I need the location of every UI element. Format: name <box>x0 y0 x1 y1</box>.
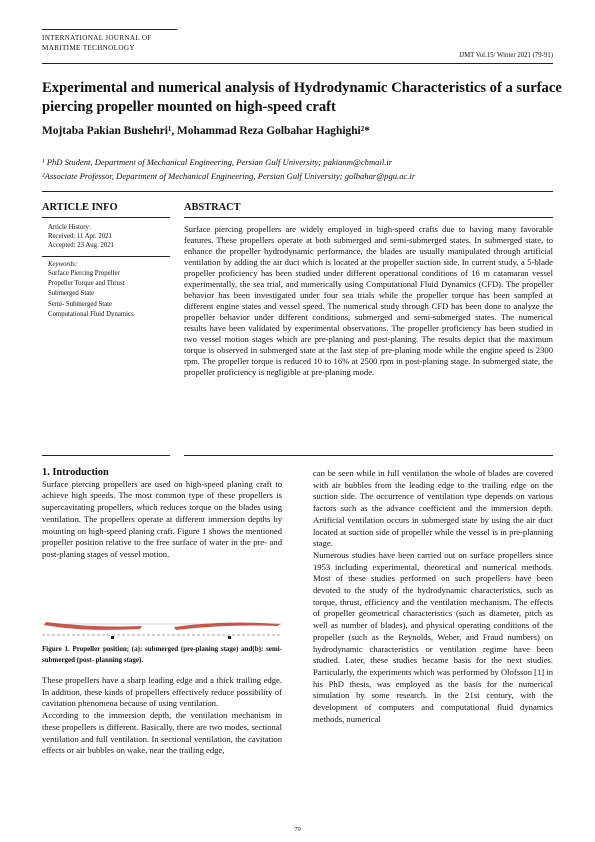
received-date: Received: 11 Apr. 2021 <box>48 233 112 240</box>
keyword-item: Propeller Torque and Thrust <box>48 280 125 287</box>
keyword-item: Submerged State <box>48 290 95 297</box>
paragraph: According to the immersion depth, the ventilation mechanism in these propellers is different. Basically, there are two modes, sectional ventilation and full ventilation. In sectional ventilation, the cavitation effects or air bubbles on wake, near the trailing edge, <box>42 710 282 756</box>
header-top-rule <box>42 29 177 30</box>
article-info-bottom-rule <box>42 455 170 456</box>
article-info-rule <box>42 217 170 218</box>
abstract-rule <box>184 217 553 218</box>
accepted-date: Accepted: 23 Aug. 2021 <box>48 242 115 249</box>
figure-1-image <box>42 616 282 642</box>
affiliation-1: ¹ PhD Student, Department of Mechanical Engineering, Persian Gulf University; pakianm@chmail.ir <box>42 157 393 167</box>
affiliation-rule <box>42 191 553 192</box>
abstract-heading: ABSTRACT <box>184 202 241 213</box>
right-column <box>313 468 553 725</box>
affiliation-2: ²Associate Professor, Department of Mechanical Engineering, Persian Gulf University; golbahar@pgu.ac.ir <box>42 171 416 181</box>
abstract-text: Surface piercing propellers are widely employed in high-speed crafts due to having many favorable features. These propellers operate at both submerged and semi-submerged states. In submerged state, to enhance the propeller hydrodynamic performance, the blades are usually manipulated through artificial ventilation by adding the air duct which is located at the propeller suction side. In current study, a 5-blade propeller proficiency has been studied under different operational conditions of 16 m catamaran vessel experimentally, the sea trial, and numerically using Computational Fluid Dynamics (CFD). The propeller behavior has been investigated under four sea trials while the propeller torque has been sampled at different engine states and vessel speed. The numerical study through CFD has been done to analyze the propeller behavior under different conditions, submerged and semi-submerged states. The numerical results have been validated by experimental observations. The propeller proficiency has been studied in two vessel motion stages which are pre-planing and post-planing. The results depict that the maximum torque is observed in submerged state at the last step of pre-planing mode while the engine speed is 2300 rpm. The propeller torque is reduced 10 to 16% at 2500 rpm in post-planing stage. In submerged state, the propeller proficiency is negligible at pre-planing mode. <box>184 224 553 377</box>
journal-name <box>42 33 177 53</box>
paragraph: These propellers have a sharp leading edge and a thick trailing edge. In addition, these kinds of propellers effectively reduce possibility of cavitation phenomena because of using ventilation. <box>42 675 282 709</box>
journal-name-line-2: MARITIME TECHNOLOGY <box>42 44 135 52</box>
figure-1-caption: Figure 1. Propeller position; (a): submerged (pre-planing stage) and(b): semi-submerged (post- planning stage). <box>42 645 282 664</box>
paper-authors: Mojtaba Pakian Bushehri¹, Mohammad Reza Golbahar Haghighi²* <box>42 125 370 137</box>
keyword-item: Semi- Submerged State <box>48 301 113 308</box>
marker-a <box>111 636 114 639</box>
article-info-heading: ARTICLE INFO <box>42 202 118 213</box>
paper-title: Experimental and numerical analysis of Hydrodynamic Characteristics of a surface piercing propeller mounted on high-speed craft <box>42 80 562 115</box>
hull-a-shape <box>44 622 142 630</box>
section-title: 1. Introduction <box>42 467 109 478</box>
header-rule <box>42 63 553 64</box>
abstract-bottom-rule <box>184 455 553 456</box>
hull-b-shape <box>174 623 280 630</box>
keywords-rule <box>42 256 170 257</box>
paragraph: Surface piercing propellers are used on high-speed planing craft to achieve high speeds. The most common type of these propellers is supercavitating propellers, which reduces torque on the blades using ventilation. The propellers operate at different immersion depths by mounting on high-speed planing craft. Figure 1 shows the mentioned propeller position relative to the free surface of water in the pre- and post-planing stages of vessel motion. <box>42 478 282 559</box>
keyword-item: Surface Piercing Propeller <box>48 270 120 277</box>
paragraph: can be seen while in full ventilation the whole of blades are covered with air bubbles from the leading edge to the trailing edge on the suction side. The occurrence of ventilation type depends on various factors such as the advance coefficient and the immersion depth. Artificial ventilation occurs in submerged state by using the air duct located at suction side of propeller while the vessel is in pre-planning stage. <box>313 468 553 549</box>
left-column-bottom <box>42 675 282 757</box>
issue-info: IJMT Vol.15/ Winter 2021 (79-91) <box>459 52 553 59</box>
article-history-label: Article History: <box>48 224 91 231</box>
keyword-item: Computational Fluid Dynamics <box>48 311 134 318</box>
keywords-label: Keywords: <box>48 261 78 268</box>
paragraph: Numerous studies have been carried out on surface propellers since 1953 including experimental, theoretical and numerical methods. Most of these studies performed on such propellers have been devoted to the study of the hydrodynamic characteristics, such as torque, thrust, efficiency and the ventilation mechanism. The effects of propeller geometrical characteristics (such as diameter, pitch as well as number of blades), and physical operating conditions of the propeller (such as the Reynolds, Weber, and Fraud numbers) on hydrodynamic characteristics or ventilation regime have been studied. Later, these studies became basis for the next studies. Particularly, the experiments which was performed by Olofsson [1] in his PhD thesis, was employed as the basis for the numerical simulation by some research. In the 21st century, with the development of computers and computational fluid dynamics methods, numerical <box>313 549 554 724</box>
page-number: 79 <box>294 826 301 833</box>
left-column-top <box>42 467 282 561</box>
journal-name-line-1: INTERNATIONAL JOURNAL OF <box>42 34 152 42</box>
marker-b <box>228 636 231 639</box>
